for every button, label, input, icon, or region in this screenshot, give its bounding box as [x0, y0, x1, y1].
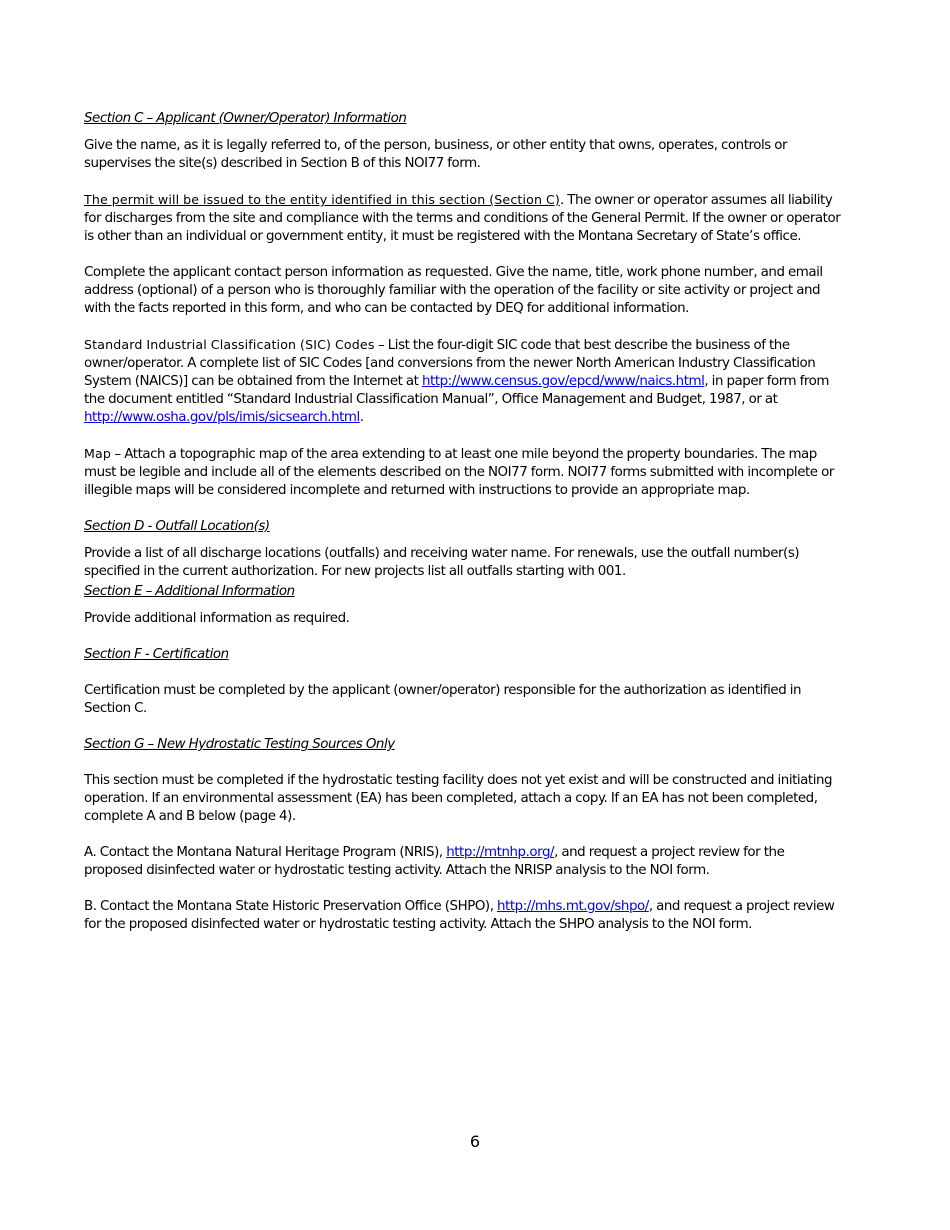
sic-codes-term: Standard Industrial Classification (SIC) Codes [84, 337, 375, 352]
map-paragraph [84, 445, 844, 500]
section-e-heading: Section E – Additional Information [84, 584, 295, 599]
mtnhp-link[interactable]: http://mtnhp.org/ [446, 845, 555, 860]
section-c-heading: Section C – Applicant (Owner/Operator) Information [84, 111, 407, 126]
section-g-item-a [84, 844, 844, 880]
section-g-paragraph-1: This section must be completed if the hydrostatic testing facility does not yet exist and will be constructed and initiating operation. If an environmental assessment (EA) has been completed, attach a copy. If an EA has not been completed, complete A and B below (page 4). [84, 773, 833, 824]
census-naics-link[interactable]: http://www.census.gov/epcd/www/naics.html [422, 374, 705, 389]
sic-codes-text-1: – List the four-digit SIC code that best describe the business of the owner/operator. A complete list of SIC Codes [and conversions from the newer North American Industry Classification System (NAICS)] can be obtained from the Internet at [84, 338, 816, 389]
sic-codes-paragraph [84, 336, 844, 427]
section-f-heading: Section F - Certification [84, 647, 229, 662]
section-c-paragraph-3: Complete the applicant contact person information as requested. Give the name, title, work phone number, and email address (optional) of a person who is thoroughly familiar with the operation of the facility or site activity or project and with the facts reported in this form, and who can be contacted by DEQ for additional information. [84, 265, 823, 316]
permit-entity-term: The permit will be issued to the entity identified in this section (Section C) [84, 192, 560, 207]
section-g-item-b [84, 898, 844, 934]
map-term: Map [84, 446, 112, 461]
shpo-link[interactable]: http://mhs.mt.gov/shpo/ [497, 899, 649, 914]
document-page [84, 110, 844, 934]
page-number: 6 [469, 1132, 481, 1151]
item-b-text-2: , and request a project review for the proposed disinfected water or hydrostatic testing activity. Attach the SHPO analysis to the NOI form. [84, 899, 835, 932]
item-b-text-1: B. Contact the Montana State Historic Preservation Office (SHPO), [84, 899, 498, 914]
section-d-heading: Section D - Outfall Location(s) [84, 519, 270, 534]
osha-sic-search-link[interactable]: http://www.osha.gov/pls/imis/sicsearch.html [84, 410, 360, 425]
section-f-paragraph-1: Certification must be completed by the applicant (owner/operator) responsible for the authorization as identified in Section C. [84, 683, 802, 716]
section-e-paragraph-1: Provide additional information as required. [84, 611, 350, 626]
item-a-text-1: A. Contact the Montana Natural Heritage Program (NRIS), [84, 845, 447, 860]
sic-codes-text-3: . [359, 410, 364, 425]
section-d-paragraph-1: Provide a list of all discharge locations (outfalls) and receiving water name. For renewals, use the outfall number(s) specified in the current authorization. For new projects list all outfalls starting with 001. [84, 546, 800, 579]
section-c-paragraph-1: Give the name, as it is legally referred to, of the person, business, or other entity that owns, operates, controls or supervises the site(s) described in Section B of this NOI77 form. [84, 138, 788, 171]
map-text: – Attach a topographic map of the area extending to at least one mile beyond the property boundaries. The map must be legible and include all of the elements described on the NOI77 form. NOI77 forms submitted with incomplete or illegible maps will be considered incomplete and returned with instructions to provide an appropriate map. [84, 447, 834, 498]
permit-entity-text: . The owner or operator assumes all liability for discharges from the site and compliance with the terms and conditions of the General Permit. If the owner or operator is other than an individual or government entity, it must be registered with the Montana Secretary of State’s office. [84, 193, 841, 244]
sic-codes-text-2: , in paper form from the document entitled “Standard Industrial Classification Manual”, Office Management and Budget, 1987, or at [84, 374, 829, 407]
item-a-text-2: , and request a project review for the proposed disinfected water or hydrostatic testing activity. Attach the NRISP analysis to the NOI form. [84, 845, 785, 878]
section-g-heading: Section G – New Hydrostatic Testing Sources Only [84, 737, 395, 752]
section-c-paragraph-2 [84, 191, 844, 246]
